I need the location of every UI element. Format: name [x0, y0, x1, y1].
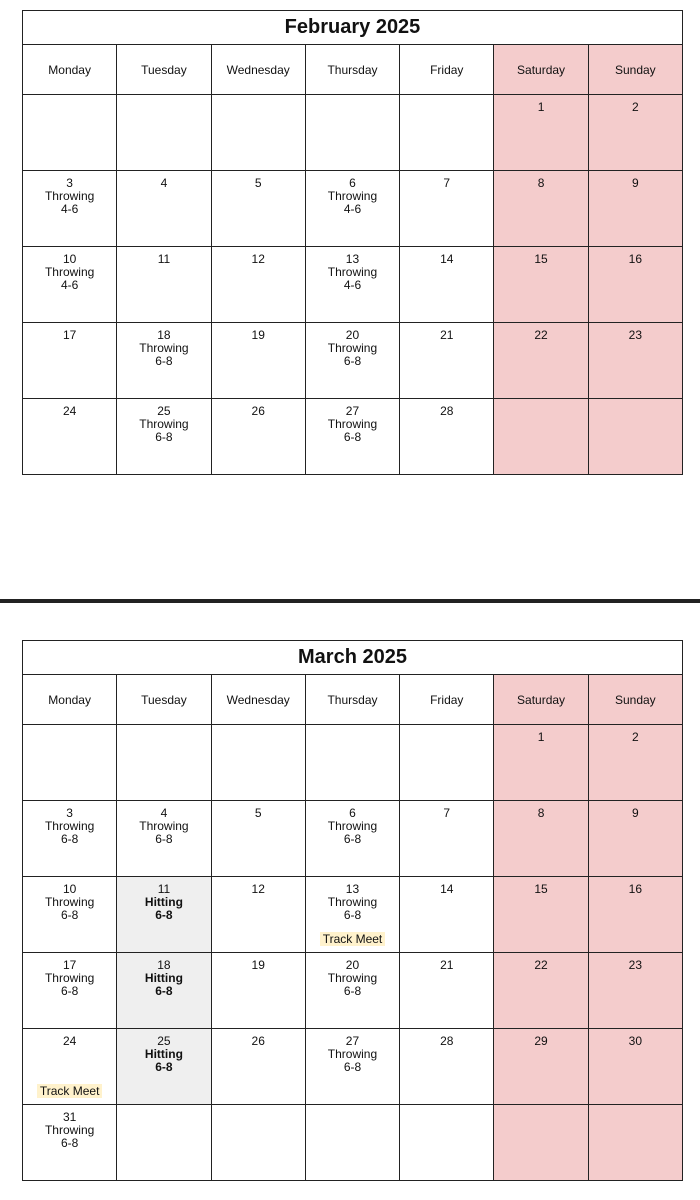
day-number: 28	[440, 1034, 454, 1048]
activity-label: Throwing	[139, 417, 189, 431]
activity-label: Hitting	[144, 1047, 183, 1061]
day-number: 28	[440, 404, 454, 418]
day-number: 6	[349, 176, 356, 190]
track-meet-label: Track Meet	[320, 932, 386, 946]
day-cell[interactable]	[494, 877, 588, 953]
day-number: 15	[534, 882, 548, 896]
day-cell[interactable]	[211, 247, 305, 323]
day-number: 2	[632, 730, 639, 744]
day-cell[interactable]	[400, 399, 494, 475]
activity-label: Throwing	[139, 341, 189, 355]
track-meet-label: Track Meet	[37, 1084, 103, 1098]
day-cell[interactable]	[305, 399, 399, 475]
day-cell[interactable]	[305, 801, 399, 877]
day-number: 12	[251, 882, 265, 896]
day-cell[interactable]	[494, 953, 588, 1029]
day-number: 26	[251, 404, 265, 418]
day-cell[interactable]	[494, 725, 588, 801]
day-cell[interactable]	[23, 1029, 117, 1105]
activity-time: 6-8	[343, 430, 362, 444]
day-cell[interactable]	[400, 323, 494, 399]
activity-time: 6-8	[155, 354, 173, 368]
section-divider	[0, 599, 700, 603]
day-cell[interactable]	[588, 399, 682, 475]
activity-label: Throwing	[44, 895, 95, 909]
activity-time: 6-8	[60, 908, 79, 922]
day-cell[interactable]	[494, 171, 588, 247]
day-number: 8	[537, 176, 545, 190]
day-number: 1	[537, 100, 545, 114]
day-cell[interactable]	[117, 1029, 211, 1105]
weekday-header-sunday: Sunday	[588, 45, 682, 95]
day-number: 4	[160, 176, 168, 190]
day-cell[interactable]	[211, 801, 305, 877]
week-row	[23, 877, 683, 953]
day-cell[interactable]	[117, 725, 211, 801]
week-row	[23, 1105, 683, 1181]
week-row	[23, 247, 683, 323]
day-cell[interactable]	[23, 399, 117, 475]
day-number: 2	[632, 100, 639, 114]
day-number: 5	[254, 806, 262, 820]
day-number: 4	[160, 806, 168, 820]
activity-time: 4-6	[60, 202, 79, 216]
day-number: 25	[157, 1034, 171, 1048]
day-number: 22	[534, 958, 548, 972]
day-cell[interactable]	[23, 95, 117, 171]
week-row	[23, 1029, 683, 1105]
day-number: 26	[251, 1034, 265, 1048]
day-cell[interactable]	[211, 725, 305, 801]
day-cell[interactable]	[23, 171, 117, 247]
day-cell[interactable]	[588, 1105, 682, 1181]
day-cell[interactable]	[494, 95, 588, 171]
day-cell[interactable]	[23, 247, 117, 323]
day-number: 10	[62, 252, 77, 266]
day-number: 21	[440, 958, 454, 972]
day-cell[interactable]	[305, 953, 399, 1029]
day-number: 14	[440, 252, 454, 266]
day-cell[interactable]	[588, 95, 682, 171]
day-cell[interactable]	[400, 801, 494, 877]
day-number: 18	[157, 328, 171, 342]
activity-time: 6-8	[343, 1060, 362, 1074]
activity-label: Throwing	[44, 819, 95, 833]
activity-label: Throwing	[139, 819, 189, 833]
day-cell[interactable]	[211, 171, 305, 247]
activity-time: 6-8	[155, 984, 173, 998]
day-number: 29	[534, 1034, 548, 1048]
day-cell[interactable]	[400, 247, 494, 323]
day-number: 24	[62, 404, 77, 418]
activity-label: Throwing	[44, 189, 95, 203]
day-cell[interactable]	[400, 1029, 494, 1105]
activity-time: 6-8	[343, 908, 362, 922]
day-number: 11	[157, 252, 171, 266]
weekday-header-row	[23, 675, 683, 725]
day-cell[interactable]	[305, 725, 399, 801]
weekday-header-thursday: Thursday	[305, 675, 399, 725]
weekday-header-sunday: Sunday	[588, 675, 682, 725]
weekday-header-tuesday: Tuesday	[117, 675, 211, 725]
activity-label: Throwing	[44, 1123, 95, 1137]
activity-label: Throwing	[327, 417, 378, 431]
calendar-february-2025	[22, 10, 683, 475]
day-number: 7	[443, 806, 451, 820]
day-number: 9	[632, 806, 639, 820]
day-number: 25	[157, 404, 171, 418]
activity-time: 6-8	[343, 984, 362, 998]
day-cell[interactable]	[494, 1029, 588, 1105]
day-number: 5	[254, 176, 262, 190]
activity-time: 6-8	[60, 832, 79, 846]
activity-label: Throwing	[327, 819, 378, 833]
day-cell[interactable]	[588, 953, 682, 1029]
day-cell[interactable]	[588, 725, 682, 801]
day-cell[interactable]	[400, 1105, 494, 1181]
day-cell[interactable]	[305, 171, 399, 247]
day-number: 22	[534, 328, 548, 342]
week-row	[23, 953, 683, 1029]
weekday-header-wednesday: Wednesday	[211, 45, 305, 95]
week-row	[23, 171, 683, 247]
day-number: 9	[632, 176, 639, 190]
day-number: 31	[62, 1110, 77, 1124]
day-cell[interactable]	[305, 247, 399, 323]
day-number: 1	[537, 730, 545, 744]
day-cell[interactable]	[494, 1105, 588, 1181]
activity-time: 6-8	[155, 1060, 173, 1074]
day-number: 20	[345, 328, 360, 342]
activity-label: Hitting	[144, 971, 183, 985]
calendar-march-2025	[22, 640, 683, 1181]
event-note	[23, 1085, 116, 1098]
activity-label: Throwing	[44, 971, 95, 985]
activity-time: 6-8	[343, 354, 362, 368]
day-cell[interactable]	[211, 1105, 305, 1181]
day-cell[interactable]	[211, 323, 305, 399]
weekday-header-row	[23, 45, 683, 95]
day-cell[interactable]	[305, 1105, 399, 1181]
activity-time: 4-6	[343, 278, 362, 292]
activity-label: Throwing	[327, 265, 378, 279]
activity-time: 6-8	[155, 832, 173, 846]
week-row	[23, 725, 683, 801]
activity-label: Throwing	[327, 971, 378, 985]
day-number: 17	[62, 958, 77, 972]
day-number: 12	[251, 252, 265, 266]
day-cell[interactable]	[494, 323, 588, 399]
day-cell[interactable]	[305, 323, 399, 399]
day-cell[interactable]	[117, 801, 211, 877]
activity-label: Throwing	[327, 895, 378, 909]
day-number: 19	[251, 328, 265, 342]
day-number: 7	[443, 176, 451, 190]
day-number: 27	[345, 404, 360, 418]
day-cell[interactable]	[117, 247, 211, 323]
day-cell[interactable]	[23, 323, 117, 399]
weekday-header-saturday: Saturday	[494, 675, 588, 725]
day-cell[interactable]	[400, 95, 494, 171]
day-number: 18	[157, 958, 171, 972]
activity-time: 6-8	[343, 832, 362, 846]
day-cell[interactable]	[400, 171, 494, 247]
day-cell[interactable]	[117, 877, 211, 953]
day-cell[interactable]	[117, 953, 211, 1029]
day-cell[interactable]	[117, 399, 211, 475]
event-note	[306, 933, 399, 946]
day-cell[interactable]	[211, 953, 305, 1029]
day-number: 10	[62, 882, 77, 896]
day-number: 20	[345, 958, 360, 972]
day-number: 3	[66, 176, 73, 190]
activity-time: 4-6	[343, 202, 362, 216]
weekday-header-saturday: Saturday	[494, 45, 588, 95]
month-title: February 2025	[23, 11, 683, 45]
day-cell[interactable]	[23, 877, 117, 953]
day-cell[interactable]	[305, 95, 399, 171]
day-number: 23	[628, 328, 643, 342]
day-cell[interactable]	[23, 1105, 117, 1181]
day-number: 19	[251, 958, 265, 972]
day-cell[interactable]	[400, 953, 494, 1029]
weekday-header-tuesday: Tuesday	[117, 45, 211, 95]
activity-label: Hitting	[144, 895, 183, 909]
day-cell[interactable]	[23, 801, 117, 877]
activity-time: 4-6	[60, 278, 79, 292]
day-cell[interactable]	[400, 877, 494, 953]
activity-label: Throwing	[327, 341, 378, 355]
weekday-header-wednesday: Wednesday	[211, 675, 305, 725]
day-cell[interactable]	[211, 95, 305, 171]
weekday-header-monday: Monday	[23, 45, 117, 95]
day-cell[interactable]	[588, 323, 682, 399]
day-cell[interactable]	[211, 877, 305, 953]
week-row	[23, 95, 683, 171]
day-cell[interactable]	[305, 1029, 399, 1105]
day-cell[interactable]	[23, 725, 117, 801]
day-number: 6	[349, 806, 356, 820]
day-cell[interactable]	[117, 323, 211, 399]
activity-time: 6-8	[155, 430, 173, 444]
day-cell[interactable]	[23, 953, 117, 1029]
day-number: 13	[345, 252, 360, 266]
weekday-header-friday: Friday	[400, 45, 494, 95]
day-number: 3	[66, 806, 73, 820]
day-number: 16	[628, 252, 643, 266]
day-number: 15	[534, 252, 548, 266]
day-number: 27	[345, 1034, 360, 1048]
day-cell[interactable]	[117, 95, 211, 171]
day-number: 11	[157, 882, 171, 896]
day-number: 8	[537, 806, 545, 820]
day-cell[interactable]	[588, 1029, 682, 1105]
activity-time: 6-8	[155, 908, 173, 922]
activity-label: Throwing	[327, 189, 378, 203]
week-row	[23, 801, 683, 877]
day-cell[interactable]	[494, 399, 588, 475]
day-cell[interactable]	[588, 171, 682, 247]
day-cell[interactable]	[117, 171, 211, 247]
day-number: 30	[628, 1034, 643, 1048]
day-cell[interactable]	[400, 725, 494, 801]
day-number: 16	[628, 882, 643, 896]
weekday-header-thursday: Thursday	[305, 45, 399, 95]
week-row	[23, 399, 683, 475]
day-cell[interactable]	[305, 877, 399, 953]
weekday-header-monday: Monday	[23, 675, 117, 725]
day-cell[interactable]	[211, 1029, 305, 1105]
day-number: 23	[628, 958, 643, 972]
day-number: 13	[345, 882, 360, 896]
day-number: 14	[440, 882, 454, 896]
day-cell[interactable]	[588, 247, 682, 323]
day-number: 21	[440, 328, 454, 342]
weekday-header-friday: Friday	[400, 675, 494, 725]
activity-label: Throwing	[44, 265, 95, 279]
activity-time: 6-8	[60, 984, 79, 998]
day-cell[interactable]	[211, 399, 305, 475]
month-title: March 2025	[23, 641, 683, 675]
day-cell[interactable]	[588, 877, 682, 953]
day-cell[interactable]	[588, 801, 682, 877]
day-cell[interactable]	[494, 247, 588, 323]
activity-label: Throwing	[327, 1047, 378, 1061]
week-row	[23, 323, 683, 399]
day-cell[interactable]	[117, 1105, 211, 1181]
activity-time: 6-8	[60, 1136, 79, 1150]
day-cell[interactable]	[494, 801, 588, 877]
day-number: 17	[62, 328, 77, 342]
day-number: 24	[62, 1034, 77, 1048]
